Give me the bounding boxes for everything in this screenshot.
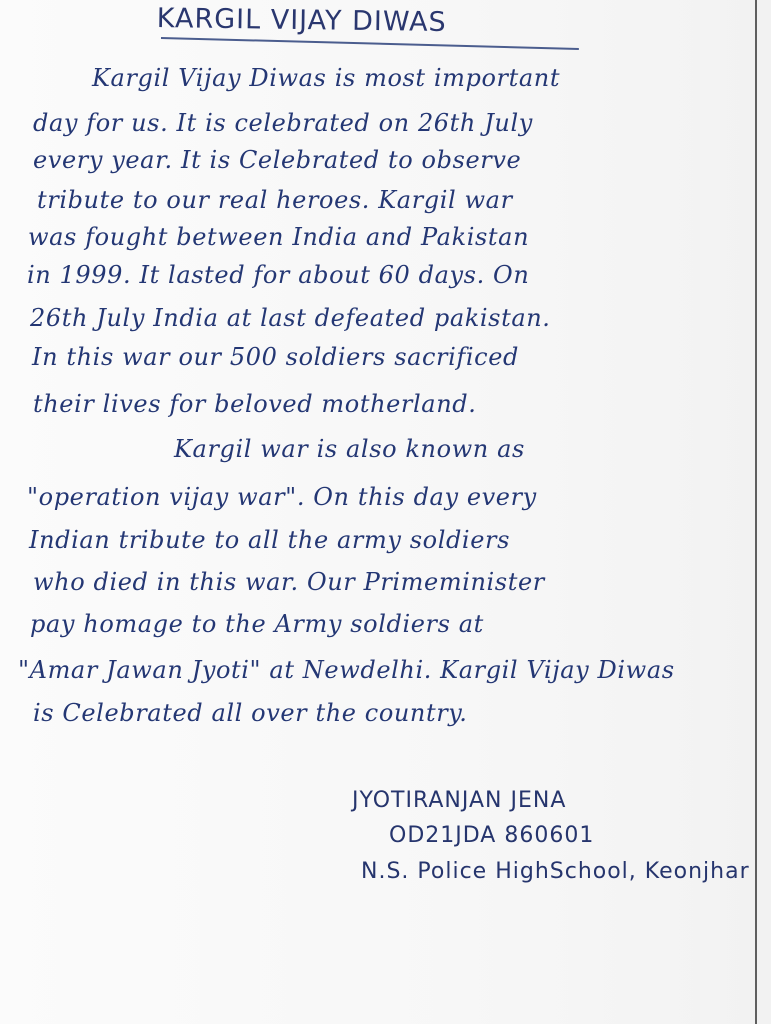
student-name: JYOTIRANJAN JENA (352, 788, 567, 813)
paragraph-2-line-6: "Amar Jawan Jyoti" at Newdelhi. Kargil Vijay Diwas (18, 656, 675, 684)
paragraph-1-line-6: in 1999. It lasted for about 60 days. On (27, 261, 530, 289)
paragraph-1-line-1: Kargil Vijay Diwas is most important (92, 64, 561, 92)
paragraph-1-line-2: day for us. It is celebrated on 26th July (33, 109, 533, 137)
page-margin-line (755, 0, 757, 1024)
paragraph-1-line-9: their lives for beloved motherland. (33, 390, 477, 418)
student-id: OD21JDA 860601 (389, 823, 595, 848)
paragraph-2-line-2: "operation vijay war". On this day every (27, 483, 537, 511)
paragraph-2-line-7: is Celebrated all over the country. (33, 699, 468, 727)
paragraph-2-line-1: Kargil war is also known as (174, 435, 525, 463)
school-name: N.S. Police HighSchool, Keonjhar (361, 859, 750, 884)
title-underline (161, 37, 579, 50)
title-block (157, 3, 587, 45)
paragraph-1-line-7: 26th July India at last defeated pakistan. (30, 304, 551, 332)
paragraph-2-line-5: pay homage to the Army soldiers at (30, 610, 484, 638)
paragraph-1-line-4: tribute to our real heroes. Kargil war (37, 186, 513, 214)
paragraph-1-line-3: every year. It is Celebrated to observe (33, 146, 522, 174)
paragraph-2-line-3: Indian tribute to all the army soldiers (29, 526, 511, 554)
paragraph-2-line-4: who died in this war. Our Primeminister (33, 568, 545, 596)
paragraph-1-line-8: In this war our 500 soldiers sacrificed (32, 343, 519, 371)
page-title: KARGIL VIJAY DIWAS (156, 3, 447, 39)
paragraph-1-line-5: was fought between India and Pakistan (28, 223, 530, 251)
